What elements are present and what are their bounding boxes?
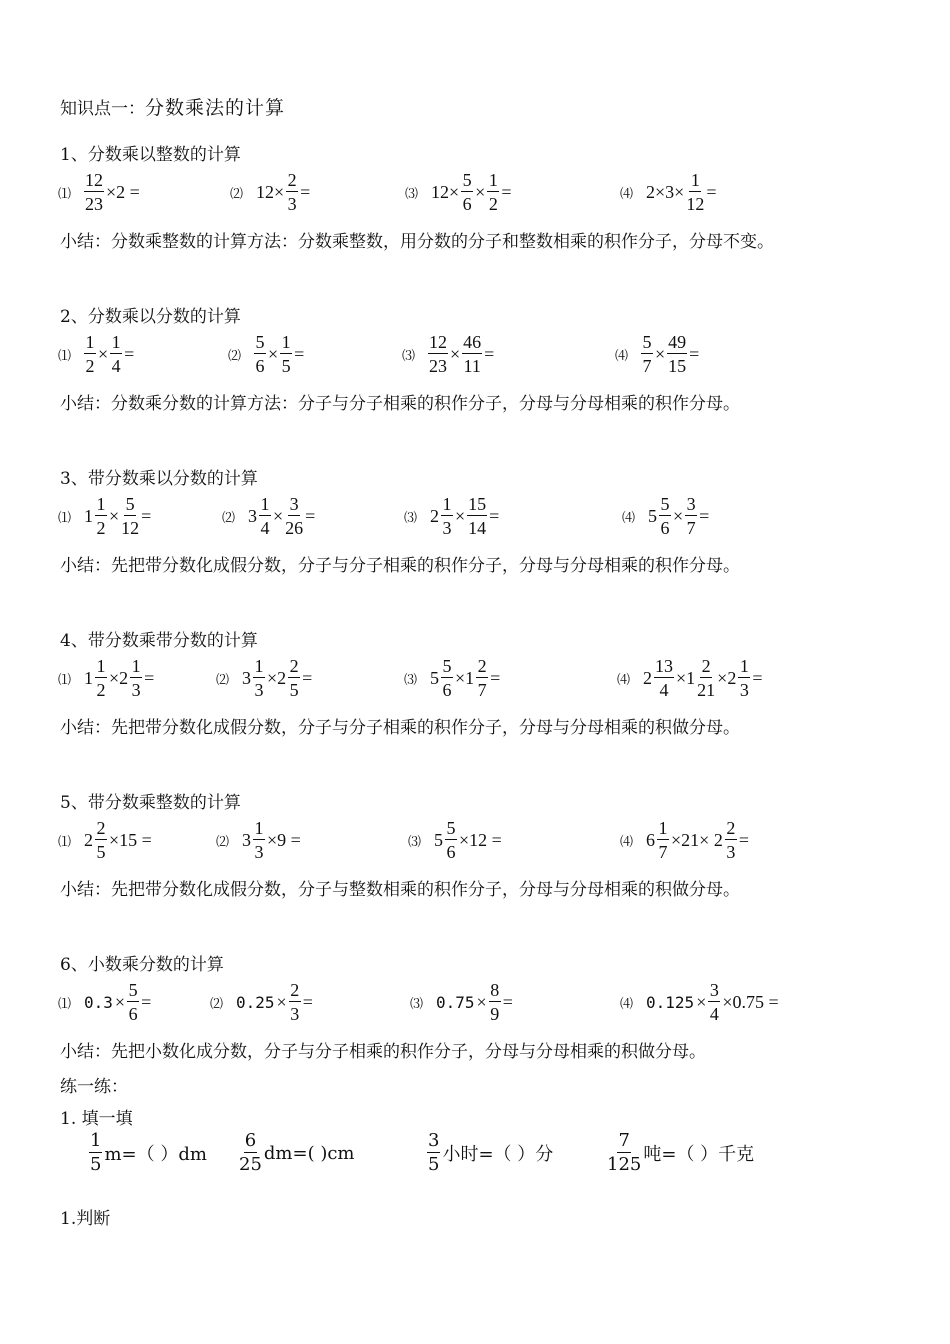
- denominator: 2: [488, 194, 498, 214]
- exercise-item: [230, 167, 311, 217]
- denominator: 11: [463, 356, 481, 376]
- exercise-item: [222, 491, 316, 541]
- fraction: [659, 495, 671, 537]
- exercise-number: ⑴: [58, 672, 72, 688]
- expression-text: =: [305, 505, 316, 526]
- fraction: [428, 333, 448, 375]
- exercise-item: [216, 815, 302, 865]
- expression-text: ×21× 2: [671, 829, 723, 850]
- exercise-item: [58, 329, 135, 379]
- expression-text: 2×3×: [646, 181, 685, 202]
- exercise-item: [620, 977, 780, 1027]
- expression-text: 3: [242, 829, 252, 850]
- numerator: 2: [726, 818, 736, 838]
- fraction: [445, 819, 457, 861]
- denominator: 4: [111, 356, 121, 376]
- exercise-item: [408, 815, 503, 865]
- numerator: 1: [111, 332, 121, 352]
- denominator: 5: [281, 356, 291, 376]
- expression-text: ×15 =: [109, 829, 152, 850]
- expression-text: 2: [84, 829, 94, 850]
- fraction: [686, 171, 704, 213]
- exercise-number: ⑴: [58, 996, 72, 1012]
- numerator: 8: [490, 980, 500, 1000]
- numerator: 46: [463, 332, 482, 352]
- denominator: 6: [442, 680, 452, 700]
- fraction: [280, 333, 292, 375]
- denominator: 3: [442, 518, 452, 538]
- exercise-item: [58, 977, 152, 1027]
- expression-text: 5: [648, 505, 658, 526]
- denominator: 2: [96, 518, 106, 538]
- fraction: [461, 171, 473, 213]
- exercise-item: [228, 329, 305, 379]
- expression-text: dm=( )cm: [263, 1142, 355, 1164]
- exercise-item: [58, 491, 152, 541]
- denominator: 23: [429, 356, 448, 376]
- numerator: 5: [642, 332, 652, 352]
- fraction: [489, 981, 501, 1023]
- exercise-number: ⑶: [405, 186, 419, 202]
- expression-text: 12×: [256, 181, 285, 202]
- expression-text: ×12 =: [459, 829, 502, 850]
- numerator: 1: [131, 656, 141, 676]
- expression-text: 1: [84, 667, 94, 688]
- numerator: 1: [488, 170, 498, 190]
- fraction: [738, 657, 750, 699]
- denominator: 9: [490, 1004, 500, 1024]
- expression-text: =: [699, 505, 710, 526]
- numerator: 5: [446, 818, 456, 838]
- exercise-item: [405, 167, 512, 217]
- fraction: [254, 333, 266, 375]
- exercise-item: [216, 653, 313, 703]
- expression-text: ×: [276, 991, 287, 1012]
- denominator: 3: [254, 680, 264, 700]
- denominator: 6: [660, 518, 670, 538]
- exercise-number: ⑵: [228, 348, 242, 364]
- numerator: 7: [618, 1130, 630, 1151]
- expression-text: ×1: [455, 667, 475, 688]
- exercise-number: ⑵: [222, 510, 236, 526]
- exercise-number: ⑴: [58, 834, 72, 850]
- exercise-number: ⑵: [230, 186, 244, 202]
- numerator: 1: [96, 656, 106, 676]
- exercise-number: ⑶: [404, 672, 418, 688]
- section-title: 2、分数乘以分数的计算: [60, 307, 241, 327]
- expression-text: m=（ ）dm: [104, 1144, 207, 1165]
- fraction: [259, 495, 271, 537]
- exercise-item: [615, 329, 700, 379]
- denominator: 14: [468, 518, 487, 538]
- section-title: 3、带分数乘以分数的计算: [60, 469, 258, 489]
- expression-text: ×: [268, 343, 279, 364]
- expression-text: 12×: [431, 181, 460, 202]
- denominator: 2: [85, 356, 95, 376]
- fill-blank-item: [238, 1128, 356, 1178]
- fraction: [84, 171, 104, 213]
- exercise-row: [0, 653, 950, 703]
- heading-prefix: 知识点一：: [60, 99, 145, 119]
- exercise-row: [0, 977, 950, 1027]
- fraction: [654, 657, 674, 699]
- exercise-number: ⑷: [620, 996, 634, 1012]
- numerator: 15: [468, 494, 487, 514]
- exercise-number: ⑷: [620, 834, 634, 850]
- fraction: [697, 657, 715, 699]
- expression-text: =: [300, 181, 311, 202]
- practice-label: 练一练：: [60, 1077, 128, 1097]
- denominator: 12: [686, 194, 705, 214]
- numerator: 2: [96, 818, 106, 838]
- exercise-number: ⑶: [404, 510, 418, 526]
- denominator: 6: [128, 1004, 138, 1024]
- fraction: [110, 333, 122, 375]
- fraction: [89, 1132, 102, 1174]
- denominator: 7: [658, 842, 668, 862]
- decimal-term: 0.75: [436, 992, 475, 1012]
- exercise-item: [210, 977, 314, 1027]
- exercise-item: [58, 167, 141, 217]
- fraction: [253, 819, 265, 861]
- fraction: [607, 1132, 641, 1174]
- numerator: 5: [128, 980, 138, 1000]
- fraction: [467, 495, 487, 537]
- section-title: 6、小数乘分数的计算: [60, 955, 224, 975]
- exercise-row: [0, 167, 950, 217]
- fraction: [253, 657, 265, 699]
- fraction: [285, 495, 303, 537]
- denominator: 4: [659, 680, 669, 700]
- denominator: 3: [726, 842, 736, 862]
- exercise-number: ⑷: [620, 186, 634, 202]
- denominator: 7: [477, 680, 487, 700]
- expression-text: ×1: [676, 667, 696, 688]
- numerator: 1: [281, 332, 291, 352]
- numerator: 1: [254, 818, 264, 838]
- section-title: 5、带分数乘整数的计算: [60, 793, 241, 813]
- section-summary: 小结：分数乘分数的计算方法：分子与分子相乘的积作分子，分母与分母相乘的积作分母。: [60, 394, 740, 414]
- denominator: 5: [96, 842, 106, 862]
- expression-text: 吨=（ ）千克: [643, 1144, 755, 1165]
- numerator: 5: [462, 170, 472, 190]
- expression-text: ×: [673, 505, 684, 526]
- section-summary: 小结：分数乘整数的计算方法：分数乘整数，用分数的分子和整数相乘的积作分子，分母不变。: [60, 232, 774, 252]
- expression-text: =: [302, 667, 313, 688]
- expression-text: 6: [646, 829, 656, 850]
- denominator: 4: [260, 518, 270, 538]
- fraction: [487, 171, 499, 213]
- fraction: [441, 495, 453, 537]
- numerator: 2: [287, 170, 297, 190]
- fill-blank-item: [88, 1128, 208, 1178]
- numerator: 1: [442, 494, 452, 514]
- expression-text: ×9 =: [267, 829, 301, 850]
- practice-q1-label: 1. 填一填: [60, 1109, 133, 1129]
- exercise-item: [58, 653, 155, 703]
- expression-text: =: [689, 343, 700, 364]
- denominator: 23: [85, 194, 104, 214]
- section-title: 4、带分数乘带分数的计算: [60, 631, 258, 651]
- exercise-item: [620, 815, 750, 865]
- fraction: [708, 981, 720, 1023]
- expression-text: ×: [655, 343, 666, 364]
- fraction: [462, 333, 482, 375]
- numerator: 1: [658, 818, 668, 838]
- fraction: [289, 981, 301, 1023]
- fraction: [121, 495, 139, 537]
- fraction: [641, 333, 653, 375]
- numerator: 2: [290, 980, 300, 1000]
- fraction: [685, 495, 697, 537]
- exercise-number: ⑴: [58, 186, 72, 202]
- expression-text: =: [144, 667, 155, 688]
- decimal-term: 0.25: [236, 992, 275, 1012]
- exercise-item: [410, 977, 514, 1027]
- fraction: [84, 333, 96, 375]
- exercise-number: ⑵: [210, 996, 224, 1012]
- denominator: 3: [287, 194, 297, 214]
- expression-text: ×: [476, 991, 487, 1012]
- fraction: [476, 657, 488, 699]
- expression-text: ×2: [267, 667, 287, 688]
- denominator: 25: [239, 1154, 262, 1175]
- expression-text: 3: [242, 667, 252, 688]
- expression-text: =: [489, 505, 500, 526]
- expression-text: 小时=（ ）分: [442, 1144, 554, 1165]
- exercise-row: [0, 329, 950, 379]
- denominator: 6: [462, 194, 472, 214]
- heading-title: 分数乘法的计算: [145, 97, 286, 119]
- numerator: 2: [289, 656, 299, 676]
- exercise-item: [622, 491, 710, 541]
- expression-text: =: [738, 829, 749, 850]
- numerator: 1: [85, 332, 95, 352]
- fraction: [130, 657, 142, 699]
- numerator: 12: [429, 332, 448, 352]
- expression-text: ×0.75 =: [722, 991, 779, 1012]
- fraction: [239, 1132, 262, 1174]
- denominator: 3: [131, 680, 141, 700]
- expression-text: 5: [430, 667, 440, 688]
- exercise-number: ⑵: [216, 672, 230, 688]
- fraction: [427, 1132, 440, 1174]
- numerator: 12: [85, 170, 104, 190]
- expression-text: ×: [109, 505, 120, 526]
- denominator: 15: [668, 356, 687, 376]
- expression-text: ×: [114, 991, 126, 1012]
- exercise-item: [58, 815, 153, 865]
- exercise-number: ⑴: [58, 510, 72, 526]
- numerator: 5: [442, 656, 452, 676]
- expression-text: ×: [450, 343, 461, 364]
- fraction: [95, 819, 107, 861]
- page-heading: [60, 93, 285, 120]
- exercise-number: ⑶: [408, 834, 422, 850]
- section-summary: 小结：先把小数化成分数，分子与分子相乘的积作分子，分母与分母相乘的积做分母。: [60, 1042, 706, 1062]
- expression-text: 5: [434, 829, 444, 850]
- expression-text: ×: [98, 343, 109, 364]
- expression-text: 3: [248, 505, 258, 526]
- fraction: [667, 333, 687, 375]
- numerator: 3: [289, 494, 299, 514]
- fraction: [127, 981, 139, 1023]
- numerator: 6: [244, 1130, 257, 1151]
- denominator: 6: [255, 356, 265, 376]
- numerator: 1: [260, 494, 270, 514]
- expression-text: =: [501, 181, 512, 202]
- expression-text: =: [294, 343, 305, 364]
- fill-blank-row: [0, 1128, 950, 1178]
- expression-text: 2: [643, 667, 653, 688]
- denominator: 12: [121, 518, 140, 538]
- exercise-item: [617, 653, 763, 703]
- expression-text: 2: [430, 505, 440, 526]
- expression-text: =: [490, 667, 501, 688]
- denominator: 5: [289, 680, 299, 700]
- numerator: 49: [668, 332, 687, 352]
- numerator: 5: [125, 494, 135, 514]
- numerator: 13: [655, 656, 674, 676]
- denominator: 2: [96, 680, 106, 700]
- fill-blank-item: [606, 1128, 755, 1178]
- denominator: 125: [607, 1154, 642, 1175]
- denominator: 26: [285, 518, 304, 538]
- exercise-number: ⑷: [622, 510, 636, 526]
- fraction: [286, 171, 298, 213]
- expression-text: =: [484, 343, 495, 364]
- exercise-item: [404, 653, 501, 703]
- fraction: [95, 495, 107, 537]
- decimal-term: 0.125: [646, 992, 695, 1012]
- denominator: 3: [739, 680, 749, 700]
- expression-text: ×2: [109, 667, 129, 688]
- expression-text: ×2 =: [106, 181, 140, 202]
- section-summary: 小结：先把带分数化成假分数，分子与分子相乘的积作分子，分母与分母相乘的积作分母。: [60, 556, 740, 576]
- exercise-item: [620, 167, 717, 217]
- expression-text: ×2: [717, 667, 737, 688]
- numerator: 3: [686, 494, 696, 514]
- denominator: 7: [642, 356, 652, 376]
- denominator: 3: [290, 1004, 300, 1024]
- section-summary: 小结：先把带分数化成假分数，分子与整数相乘的积作分子，分母与分母相乘的积做分母。: [60, 880, 740, 900]
- exercise-number: ⑶: [402, 348, 416, 364]
- numerator: 2: [477, 656, 487, 676]
- fraction: [95, 657, 107, 699]
- exercise-number: ⑷: [617, 672, 631, 688]
- expression-text: =: [752, 667, 763, 688]
- decimal-term: 0.3: [84, 992, 113, 1012]
- exercise-row: [0, 491, 950, 541]
- expression-text: 1: [84, 505, 94, 526]
- practice-q2-label: 1.判断: [60, 1209, 111, 1229]
- fraction: [288, 657, 300, 699]
- denominator: 21: [697, 680, 716, 700]
- expression-text: =: [124, 343, 135, 364]
- denominator: 5: [428, 1154, 440, 1175]
- exercise-row: [0, 815, 950, 865]
- exercise-item: [402, 329, 495, 379]
- expression-text: =: [706, 181, 717, 202]
- numerator: 5: [255, 332, 265, 352]
- fraction: [657, 819, 669, 861]
- denominator: 3: [254, 842, 264, 862]
- denominator: 5: [90, 1154, 102, 1175]
- expression-text: ×: [455, 505, 466, 526]
- denominator: 4: [709, 1004, 719, 1024]
- numerator: 2: [701, 656, 711, 676]
- exercise-number: ⑵: [216, 834, 230, 850]
- exercise-number: ⑶: [410, 996, 424, 1012]
- numerator: 1: [90, 1130, 102, 1151]
- fraction: [725, 819, 737, 861]
- numerator: 1: [254, 656, 264, 676]
- numerator: 3: [709, 980, 719, 1000]
- numerator: 1: [739, 656, 749, 676]
- exercise-item: [404, 491, 500, 541]
- expression-text: ×: [475, 181, 486, 202]
- denominator: 7: [686, 518, 696, 538]
- numerator: 1: [96, 494, 106, 514]
- numerator: 1: [690, 170, 700, 190]
- expression-text: =: [302, 991, 313, 1012]
- expression-text: =: [502, 991, 513, 1012]
- numerator: 5: [660, 494, 670, 514]
- numerator: 3: [428, 1130, 440, 1151]
- section-title: 1、分数乘以整数的计算: [60, 145, 241, 165]
- exercise-number: ⑷: [615, 348, 629, 364]
- expression-text: =: [141, 505, 152, 526]
- expression-text: ×: [273, 505, 284, 526]
- exercise-number: ⑴: [58, 348, 72, 364]
- fill-blank-item: [426, 1128, 554, 1178]
- expression-text: =: [141, 991, 152, 1012]
- expression-text: ×: [696, 991, 707, 1012]
- section-summary: 小结：先把带分数化成假分数，分子与分子相乘的积作分子，分母与分母相乘的积做分母。: [60, 718, 740, 738]
- fraction: [441, 657, 453, 699]
- denominator: 6: [446, 842, 456, 862]
